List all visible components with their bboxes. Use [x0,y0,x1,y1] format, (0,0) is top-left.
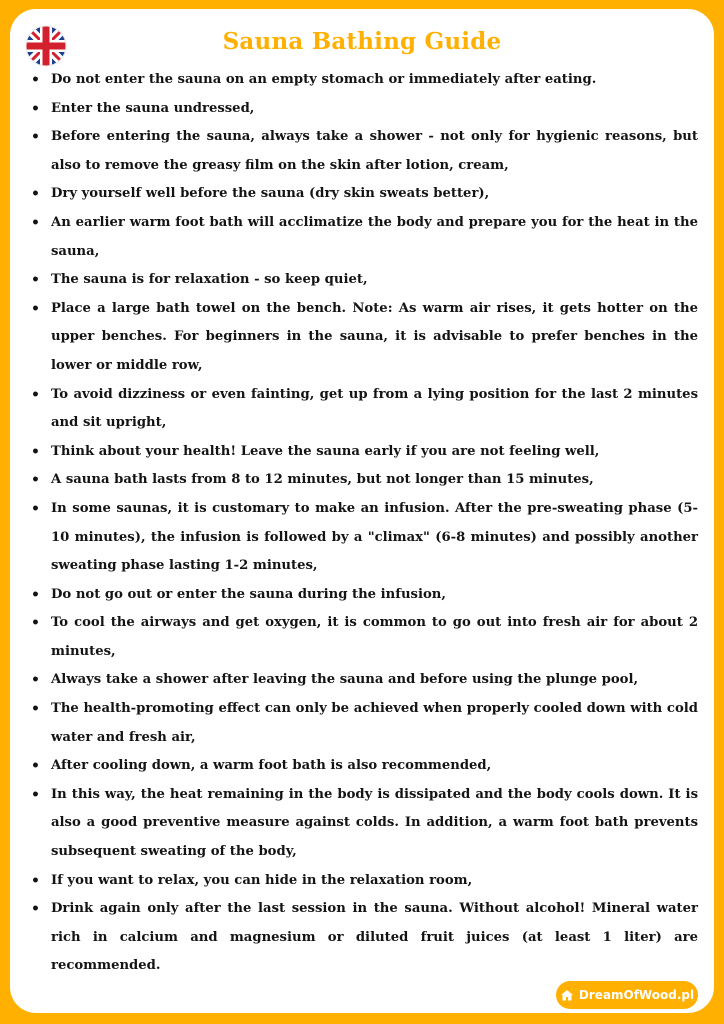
rule-item: • An earlier warm foot bath will acclimatize the body and prepare you for the heat in the sauna, [26,209,698,266]
rule-item: • In some saunas, it is customary to make an infusion. After the pre-sweating phase (5-10 minutes), the infusion is followed by a "climax" (6-8 minutes) and possibly another sweating phase lasting 1-2 minutes, [26,495,698,581]
rule-item: • The health-promoting effect can only be achieved when properly cooled down with cold water and fresh air, [26,695,698,752]
rule-item: • Think about your health! Leave the sauna early if you are not feeling well, [26,438,698,467]
house-icon [560,989,574,1001]
rule-item: • In this way, the heat remaining in the body is dissipated and the body cools down. It is also a good preventive measure against colds. In addition, a warm foot bath prevents subsequent sweating of the body, [26,781,698,867]
rule-item: • Do not go out or enter the sauna during the infusion, [26,581,698,610]
rules-list [26,66,698,981]
rule-item: • After cooling down, a warm foot bath is also recommended, [26,752,698,781]
rule-item: • The sauna is for relaxation - so keep quiet, [26,266,698,295]
rule-item: • Do not enter the sauna on an empty stomach or immediately after eating. [26,66,698,95]
page-title: Sauna Bathing Guide [222,28,502,55]
rule-item: • Before entering the sauna, always take a shower - not only for hygienic reasons, but also to remove the greasy film on the skin after lotion, cream, [26,123,698,180]
rule-item: • If you want to relax, you can hide in the relaxation room, [26,867,698,896]
rule-item: • To cool the airways and get oxygen, it is common to go out into fresh air for about 2 minutes, [26,609,698,666]
rule-item: • Place a large bath towel on the bench. Note: As warm air rises, it gets hotter on the upper benches. For beginners in the sauna, it is advisable to prefer benches in the lower or middle row, [26,295,698,381]
rule-item: • A sauna bath lasts from 8 to 12 minutes, but not longer than 15 minutes, [26,466,698,495]
rule-item: • To avoid dizziness or even fainting, get up from a lying position for the last 2 minutes and sit upright, [26,381,698,438]
rule-item: • Drink again only after the last session in the sauna. Without alcohol! Mineral water rich in calcium and magnesium or diluted fruit juices (at least 1 liter) are recommended. [26,895,698,981]
rule-item: • Always take a shower after leaving the sauna and before using the plunge pool, [26,666,698,695]
brand-badge[interactable] [556,981,698,1009]
rule-item: • Dry yourself well before the sauna (dry skin sweats better), [26,180,698,209]
rule-item: • Enter the sauna undressed, [26,95,698,124]
brand-label: DreamOfWood.pl [578,988,695,1002]
